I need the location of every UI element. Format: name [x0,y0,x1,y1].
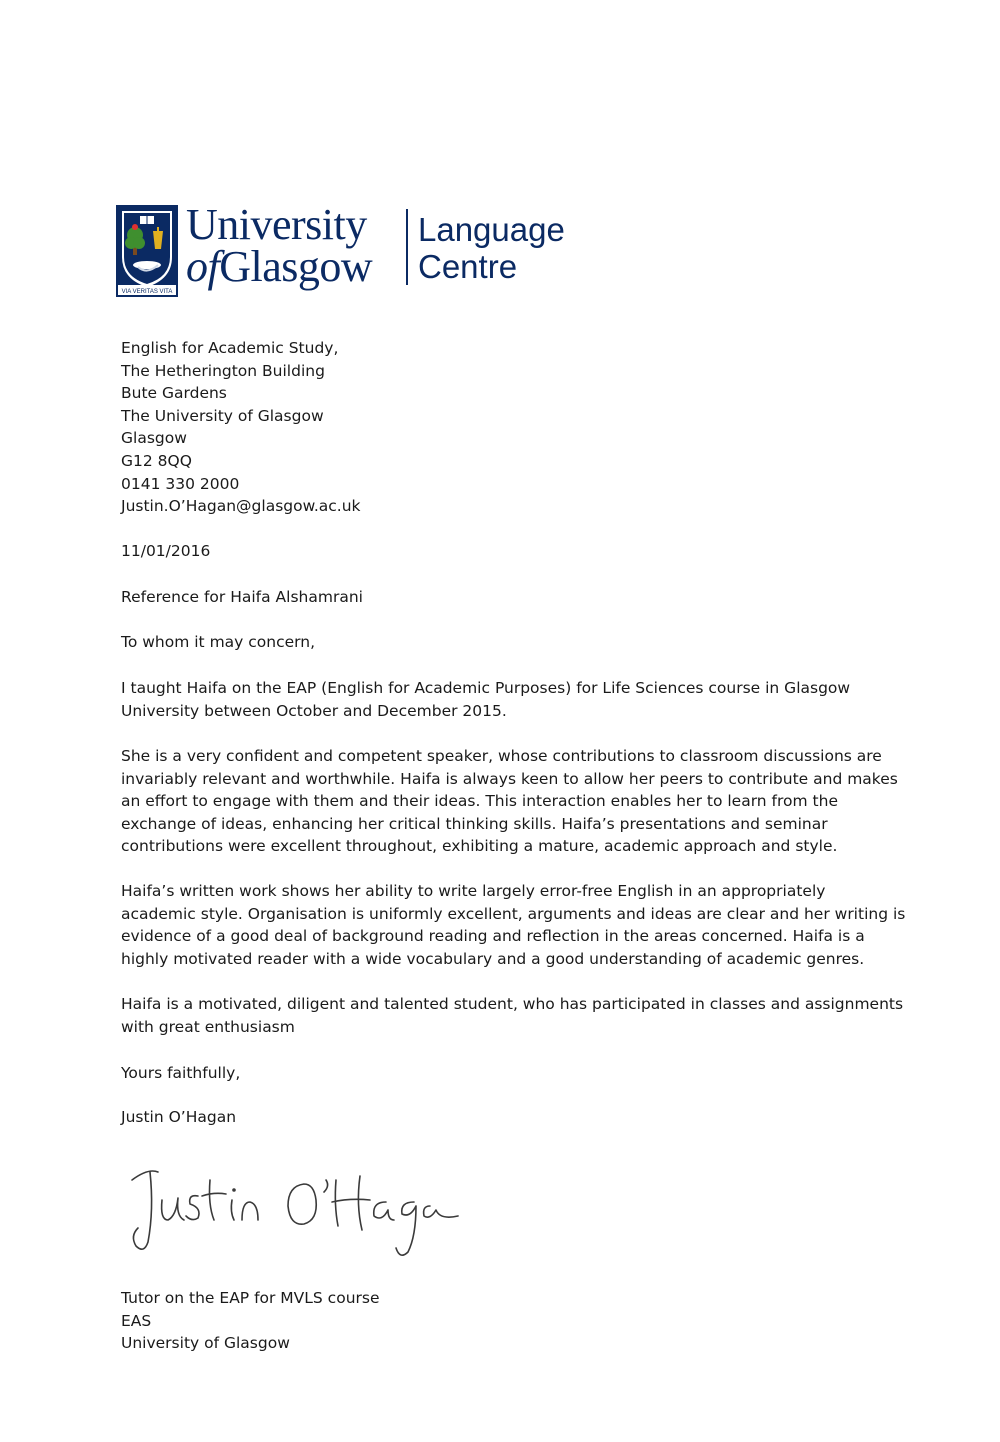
logo-university-word: University [186,200,367,249]
university-logo [116,200,586,297]
footer-line: Tutor on the EAP for MVLS course [121,1289,380,1307]
body-paragraph-3 [121,880,905,970]
sender-title-block [121,1287,380,1355]
paragraph-line: an effort to engage with them and their ideas. This interaction enables her to learn from the [121,792,838,811]
sender-address [121,337,361,518]
logo-glasgow-word: Glasgow [219,242,373,291]
paragraph-line: Haifa’s written work shows her ability to write largely error-free English in an appropriately [121,882,826,900]
paragraph-line: academic style. Organisation is uniformly excellent, arguments and ideas are clear and her writing is [121,904,906,923]
paragraph-line: She is a very confident and competent speaker, whose contributions to classroom discussions are [121,747,882,765]
body-paragraph-4 [121,993,903,1038]
paragraph-line: contributions were excellent throughout, exhibiting a mature, academic approach and style. [121,837,838,856]
address-email: Justin.O’Hagan@glasgow.ac.uk [121,497,361,516]
paragraph-line: with great enthusiasm [121,1017,295,1036]
body-paragraph-2 [121,745,898,858]
address-line: English for Academic Study, [121,339,339,357]
logo-language-word: Language [418,211,565,248]
logo-of-glasgow [186,241,372,293]
paragraph-line: evidence of a good deal of background reading and reflection in the areas concerned. Haifa is a [121,927,865,946]
letter-greeting: To whom it may concern, [121,633,315,651]
address-line: The Hetherington Building [121,361,325,380]
handwritten-signature [118,1150,478,1265]
paragraph-line: Haifa is a motivated, diligent and talented student, who has participated in classes and assignments [121,995,904,1013]
address-line: The University of Glasgow [121,406,324,425]
letter-closing: Yours faithfully, [121,1064,241,1082]
logo-centre-word: Centre [418,248,518,285]
paragraph-line: I taught Haifa on the EAP (English for Academic Purposes) for Life Sciences course in Glasgow [121,679,851,697]
address-line: Glasgow [121,429,187,448]
paragraph-line: invariably relevant and worthwhile. Haifa is always keen to allow her peers to contribute and makes [121,769,898,788]
footer-line: EAS [121,1311,152,1330]
sender-name: Justin O’Hagan [121,1108,237,1126]
svg-text:VIA VERITAS VITA: VIA VERITAS VITA [121,289,173,295]
footer-line: University of Glasgow [121,1334,290,1353]
paragraph-line: University between October and December 2015. [121,701,507,720]
logo-of-word: of [186,242,220,291]
letter-subject: Reference for Haifa Alshamrani [121,588,363,606]
letter-date: 11/01/2016 [121,542,211,560]
logo-divider [406,209,408,285]
paragraph-line: highly motivated reader with a wide vocabulary and a good understanding of academic genres. [121,949,865,968]
address-line: G12 8QQ [121,451,192,470]
university-crest-icon [116,205,178,297]
paragraph-line: exchange of ideas, enhancing her critical thinking skills. Haifa’s presentations and seminar [121,814,828,833]
address-line: Bute Gardens [121,384,227,403]
body-paragraph-1 [121,677,850,722]
address-line: 0141 330 2000 [121,474,240,493]
